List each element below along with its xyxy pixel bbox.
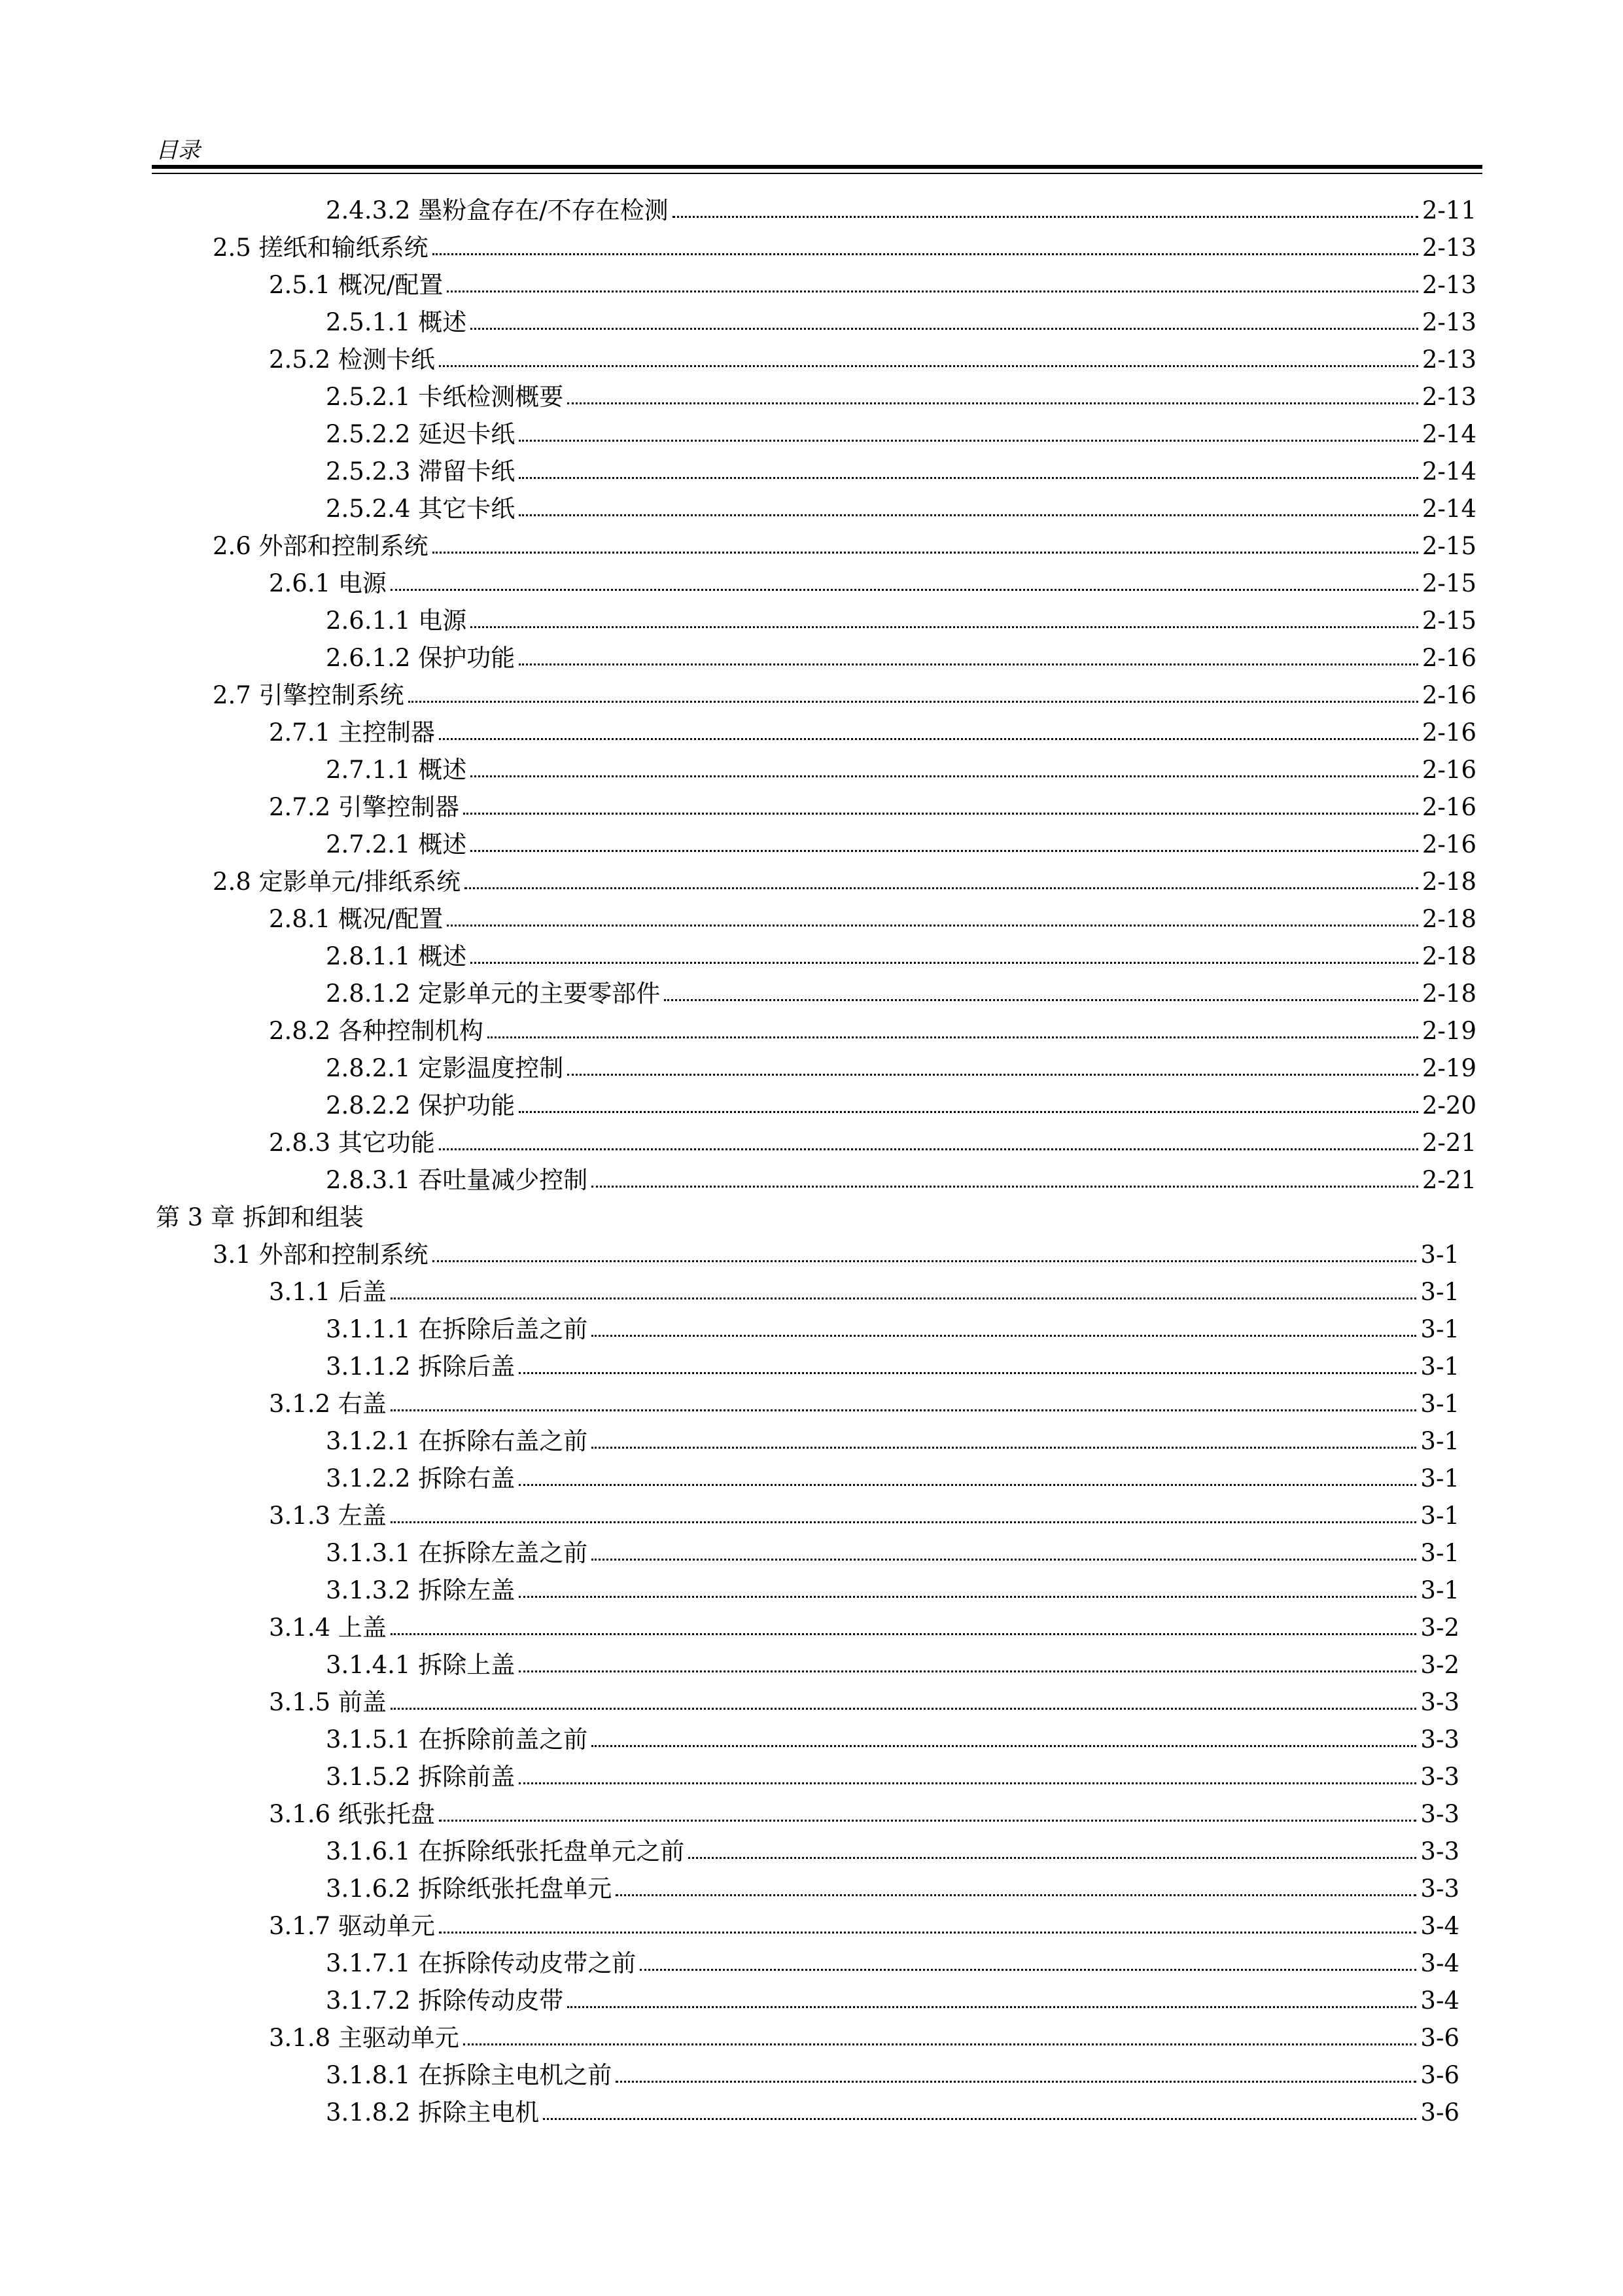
toc-entry[interactable] <box>0 415 1623 453</box>
toc-page-number: 2-21 <box>1422 1129 1476 1157</box>
toc-page-number: 2-18 <box>1422 868 1476 896</box>
toc-page-number: 2-13 <box>1422 271 1476 299</box>
toc-entry-title: 3.1.5.1 在拆除前盖之前 <box>326 1725 588 1754</box>
toc-leader-dots <box>447 925 1418 927</box>
toc-entry-title: 3.1.1 后盖 <box>269 1278 387 1306</box>
toc-leader-dots <box>640 1969 1416 1971</box>
toc-leader-dots <box>519 1111 1418 1113</box>
toc-entry[interactable] <box>0 1311 1623 1348</box>
toc-leader-dots <box>439 1820 1417 1822</box>
toc-entry[interactable] <box>0 1422 1623 1460</box>
toc-page-number: 2-16 <box>1422 681 1476 709</box>
toc-page-number: 2-14 <box>1422 495 1476 523</box>
toc-leader-dots <box>408 701 1418 703</box>
toc-page-number: 2-14 <box>1422 420 1476 448</box>
toc-page-number: 2-19 <box>1422 1017 1476 1045</box>
toc-entry-title: 2.5.2.4 其它卡纸 <box>326 495 515 523</box>
toc-entry-title: 2.8 定影单元/排纸系统 <box>213 868 461 896</box>
toc-entry-title: 2.7 引擎控制系统 <box>213 681 404 709</box>
toc-entry[interactable] <box>0 453 1623 490</box>
toc-leader-dots <box>391 1409 1417 1411</box>
toc-entry[interactable] <box>0 304 1623 341</box>
toc-entry-title: 2.6 外部和控制系统 <box>213 532 428 560</box>
toc-entry[interactable] <box>0 751 1623 788</box>
toc-entry-title: 2.5.2 检测卡纸 <box>269 345 435 374</box>
toc-page-number: 3-4 <box>1420 1987 1459 2015</box>
toc-entry-title: 2.6.1.2 保护功能 <box>326 644 515 672</box>
toc-entry-title: 3.1.5 前盖 <box>269 1688 387 1716</box>
toc-entry-title: 3.1.6.1 在拆除纸张托盘单元之前 <box>326 1837 685 1865</box>
toc-page-number: 2-19 <box>1422 1054 1476 1082</box>
toc-page-number: 2-13 <box>1422 234 1476 262</box>
toc-leader-dots <box>432 552 1418 554</box>
toc-entry-title: 2.7.1 主控制器 <box>269 718 435 747</box>
toc-page-number: 2-16 <box>1422 756 1476 784</box>
toc-leader-dots <box>591 1335 1416 1337</box>
toc-entry-title: 3.1.2.2 拆除右盖 <box>326 1464 515 1492</box>
toc-entry[interactable] <box>0 1833 1623 1870</box>
toc-leader-dots <box>519 1484 1416 1486</box>
toc-leader-dots <box>591 1745 1416 1747</box>
toc-entry[interactable] <box>0 639 1623 677</box>
toc-page-number: 3-3 <box>1420 1725 1459 1754</box>
toc-page-number: 3-1 <box>1420 1278 1459 1306</box>
toc-leader-dots <box>463 813 1418 815</box>
toc-entry-title: 3.1.1.2 拆除后盖 <box>326 1352 515 1381</box>
toc-leader-dots <box>519 1372 1416 1374</box>
toc-page-number: 3-4 <box>1420 1912 1459 1940</box>
toc-leader-dots <box>688 1857 1416 1859</box>
toc-entry[interactable] <box>0 1721 1623 1758</box>
toc-entry[interactable] <box>0 863 1623 900</box>
toc-page-number: 2-21 <box>1422 1166 1476 1194</box>
header-rule-thick <box>152 165 1482 169</box>
toc-leader-dots <box>519 1596 1416 1598</box>
toc-entry[interactable] <box>0 788 1623 826</box>
toc-entry-title: 3.1.8 主驱动单元 <box>269 2024 459 2052</box>
toc-page-number: 3-6 <box>1420 2061 1459 2089</box>
toc-page-number: 3-1 <box>1420 1576 1459 1604</box>
toc-leader-dots <box>432 1260 1417 1262</box>
toc-entry[interactable] <box>0 2057 1623 2094</box>
toc-entry[interactable] <box>0 1012 1623 1050</box>
toc-entry[interactable] <box>0 1945 1623 1982</box>
toc-page-number: 3-1 <box>1420 1390 1459 1418</box>
toc-entry[interactable] <box>0 1497 1623 1534</box>
toc-entry[interactable] <box>0 1609 1623 1646</box>
toc-entry-title: 2.7.2.1 概述 <box>326 830 467 858</box>
toc-entry[interactable] <box>0 192 1623 229</box>
toc-entry-title: 3.1.3.2 拆除左盖 <box>326 1576 515 1604</box>
toc-leader-dots <box>439 1932 1417 1934</box>
toc-entry-title: 3.1.2 右盖 <box>269 1390 387 1418</box>
toc-leader-dots <box>487 1036 1418 1038</box>
toc-page-number: 2-15 <box>1422 532 1476 560</box>
toc-page-number: 2-13 <box>1422 345 1476 374</box>
toc-entry-title: 2.5.2.3 滞留卡纸 <box>326 457 515 486</box>
toc-entry-title: 3.1.7.1 在拆除传动皮带之前 <box>326 1949 637 1977</box>
toc-page-number: 3-1 <box>1420 1539 1459 1567</box>
toc-leader-dots <box>519 477 1418 479</box>
toc-entry[interactable] <box>0 229 1623 266</box>
toc-entry-title: 3.1.8.1 在拆除主电机之前 <box>326 2061 612 2089</box>
toc-leader-dots <box>447 291 1418 292</box>
toc-page-number: 3-3 <box>1420 1688 1459 1716</box>
toc-page-number: 3-3 <box>1420 1875 1459 1903</box>
toc-entry-title: 3.1.7 驱动单元 <box>269 1912 435 1940</box>
toc-leader-dots <box>464 887 1418 889</box>
toc-entry-title: 3.1.2.1 在拆除右盖之前 <box>326 1427 588 1455</box>
toc-entry[interactable] <box>0 1982 1623 2019</box>
toc-entry-title: 3.1.6 纸张托盘 <box>269 1800 435 1828</box>
toc-page-number: 2-18 <box>1422 942 1476 970</box>
toc-leader-dots <box>432 253 1418 255</box>
toc-leader-dots <box>470 850 1418 852</box>
toc-entry-title: 2.5.1.1 概述 <box>326 308 467 336</box>
toc-leader-dots <box>470 626 1418 628</box>
toc-entry[interactable] <box>0 900 1623 938</box>
toc-leader-dots <box>391 1298 1417 1299</box>
toc-leader-dots <box>439 365 1418 367</box>
toc-page-number: 2-16 <box>1422 718 1476 747</box>
toc-entry[interactable] <box>0 1050 1623 1087</box>
toc-entry-title: 2.8.1.1 概述 <box>326 942 467 970</box>
toc-leader-dots <box>591 1447 1416 1449</box>
toc-page-number: 3-1 <box>1420 1502 1459 1530</box>
toc-entry[interactable] <box>0 1534 1623 1572</box>
toc-entry[interactable] <box>0 1758 1623 1795</box>
toc-entry[interactable] <box>0 490 1623 527</box>
toc-leader-dots <box>519 1782 1416 1784</box>
table-of-contents <box>0 192 1623 2131</box>
toc-entry-title: 2.5 搓纸和输纸系统 <box>213 234 428 262</box>
toc-entry[interactable] <box>0 378 1623 415</box>
toc-entry-title: 3.1.1.1 在拆除后盖之前 <box>326 1315 588 1343</box>
toc-entry-title: 第 3 章 拆卸和组装 <box>156 1203 364 1231</box>
toc-leader-dots <box>463 2043 1417 2045</box>
toc-entry-title: 3.1.3 左盖 <box>269 1502 387 1530</box>
toc-entry[interactable] <box>0 565 1623 602</box>
toc-page-number: 3-2 <box>1420 1614 1459 1642</box>
toc-entry[interactable] <box>0 714 1623 751</box>
toc-page-number: 3-1 <box>1420 1464 1459 1492</box>
toc-page-number: 3-3 <box>1420 1800 1459 1828</box>
toc-page-number: 3-3 <box>1420 1837 1459 1865</box>
toc-page-number: 2-15 <box>1422 569 1476 597</box>
toc-chapter-heading[interactable] <box>0 1199 1623 1236</box>
toc-leader-dots <box>470 328 1418 330</box>
toc-entry[interactable] <box>0 1572 1623 1609</box>
running-header-title: 目录 <box>156 137 200 164</box>
toc-entry[interactable] <box>0 975 1623 1012</box>
toc-leader-dots <box>519 514 1418 516</box>
toc-entry[interactable] <box>0 677 1623 714</box>
toc-page-number: 3-2 <box>1420 1651 1459 1679</box>
toc-entry-title: 3.1.8.2 拆除主电机 <box>326 2098 540 2127</box>
toc-entry-title: 2.5.2.1 卡纸检测概要 <box>326 383 564 411</box>
toc-entry-title: 3.1.6.2 拆除纸张托盘单元 <box>326 1875 612 1903</box>
toc-entry-title: 2.7.1.1 概述 <box>326 756 467 784</box>
toc-leader-dots <box>391 1633 1417 1635</box>
toc-entry-title: 3.1.4 上盖 <box>269 1614 387 1642</box>
toc-leader-dots <box>616 2081 1416 2083</box>
toc-entry[interactable] <box>0 266 1623 304</box>
toc-page-number: 2-11 <box>1422 196 1476 224</box>
toc-entry[interactable] <box>0 1087 1623 1124</box>
toc-entry[interactable] <box>0 602 1623 639</box>
toc-leader-dots <box>567 2006 1416 2008</box>
toc-entry-title: 2.6.1.1 电源 <box>326 607 467 635</box>
toc-entry-title: 2.8.2.2 保护功能 <box>326 1091 515 1120</box>
toc-leader-dots <box>567 402 1418 404</box>
toc-entry-title: 2.8.2.1 定影温度控制 <box>326 1054 564 1082</box>
toc-leader-dots <box>567 1074 1418 1076</box>
toc-leader-dots <box>470 775 1418 777</box>
toc-leader-dots <box>391 1521 1417 1523</box>
toc-entry-title: 2.8.1.2 定影单元的主要零部件 <box>326 980 661 1008</box>
toc-page-number: 3-1 <box>1420 1352 1459 1381</box>
toc-entry[interactable] <box>0 527 1623 565</box>
toc-leader-dots <box>591 1186 1418 1188</box>
toc-entry-title: 3.1.4.1 拆除上盖 <box>326 1651 515 1679</box>
toc-page-number: 2-14 <box>1422 457 1476 486</box>
toc-entry[interactable] <box>0 1646 1623 1684</box>
toc-page-number: 2-16 <box>1422 644 1476 672</box>
toc-page-number: 2-16 <box>1422 830 1476 858</box>
toc-entry[interactable] <box>0 938 1623 975</box>
toc-page-number: 2-15 <box>1422 607 1476 635</box>
toc-entry[interactable] <box>0 1348 1623 1385</box>
toc-entry[interactable] <box>0 1907 1623 1945</box>
toc-entry-title: 2.8.1 概况/配置 <box>269 905 444 933</box>
toc-entry-title: 3.1.7.2 拆除传动皮带 <box>326 1987 564 2015</box>
toc-entry[interactable] <box>0 1460 1623 1497</box>
toc-page-number: 2-18 <box>1422 905 1476 933</box>
toc-page-number: 2-20 <box>1422 1091 1476 1120</box>
toc-entry[interactable] <box>0 1273 1623 1311</box>
toc-leader-dots <box>391 589 1418 591</box>
toc-entry-title: 2.8.3.1 吞吐量减少控制 <box>326 1166 588 1194</box>
toc-page-number: 2-18 <box>1422 980 1476 1008</box>
toc-entry[interactable] <box>0 2094 1623 2131</box>
toc-entry[interactable] <box>0 1385 1623 1422</box>
toc-leader-dots <box>519 663 1418 665</box>
toc-page-number: 2-13 <box>1422 383 1476 411</box>
toc-entry[interactable] <box>0 1870 1623 1907</box>
toc-entry-title: 2.6.1 电源 <box>269 569 387 597</box>
toc-leader-dots <box>439 1148 1418 1150</box>
toc-leader-dots <box>672 216 1418 218</box>
toc-leader-dots <box>439 738 1418 740</box>
toc-entry-title: 2.4.3.2 墨粉盒存在/不存在检测 <box>326 196 669 224</box>
toc-entry[interactable] <box>0 826 1623 863</box>
header-rule-thin <box>152 173 1482 174</box>
toc-page-number: 3-1 <box>1420 1241 1459 1269</box>
toc-entry-title: 2.8.3 其它功能 <box>269 1129 435 1157</box>
toc-entry[interactable] <box>0 1795 1623 1833</box>
toc-leader-dots <box>519 1670 1416 1672</box>
toc-entry-title: 2.8.2 各种控制机构 <box>269 1017 483 1045</box>
toc-entry[interactable] <box>0 2019 1623 2057</box>
toc-entry-title: 2.5.1 概况/配置 <box>269 271 444 299</box>
toc-entry[interactable] <box>0 1684 1623 1721</box>
toc-page-number: 3-1 <box>1420 1427 1459 1455</box>
toc-entry[interactable] <box>0 1161 1623 1199</box>
toc-page-number: 2-16 <box>1422 793 1476 821</box>
toc-page-number: 3-3 <box>1420 1763 1459 1791</box>
toc-page-number: 2-13 <box>1422 308 1476 336</box>
toc-entry-title: 3.1.5.2 拆除前盖 <box>326 1763 515 1791</box>
toc-leader-dots <box>616 1894 1416 1896</box>
toc-leader-dots <box>591 1559 1416 1561</box>
toc-leader-dots <box>470 962 1418 964</box>
toc-entry-title: 3.1.3.1 在拆除左盖之前 <box>326 1539 588 1567</box>
toc-entry-title: 2.5.2.2 延迟卡纸 <box>326 420 515 448</box>
toc-leader-dots <box>519 440 1418 442</box>
toc-page-number: 3-4 <box>1420 1949 1459 1977</box>
toc-leader-dots <box>391 1708 1417 1710</box>
toc-leader-dots <box>543 2118 1416 2120</box>
toc-page-number: 3-6 <box>1420 2098 1459 2127</box>
toc-entry-title: 2.7.2 引擎控制器 <box>269 793 459 821</box>
toc-entry-title: 3.1 外部和控制系统 <box>213 1241 428 1269</box>
toc-entry[interactable] <box>0 1124 1623 1161</box>
toc-entry[interactable] <box>0 341 1623 378</box>
toc-leader-dots <box>664 999 1418 1001</box>
toc-page-number: 3-1 <box>1420 1315 1459 1343</box>
toc-page-number: 3-6 <box>1420 2024 1459 2052</box>
toc-entry[interactable] <box>0 1236 1623 1273</box>
